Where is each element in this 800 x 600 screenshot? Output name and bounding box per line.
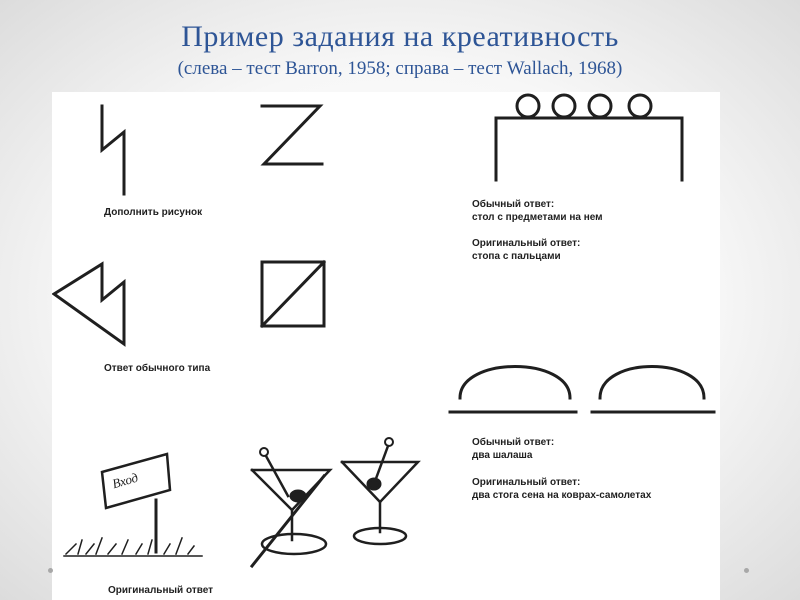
barron-task-label: Дополнить рисунок bbox=[104, 207, 203, 218]
figure-drawings bbox=[52, 92, 720, 600]
wallach-arc-left bbox=[460, 367, 570, 399]
barron-glass-left-base bbox=[262, 534, 326, 554]
slide-bullet-dot bbox=[48, 568, 53, 573]
wallach-table-original-title: Оригинальный ответ: bbox=[472, 238, 581, 249]
wallach-huts-usual-text: два шалаша bbox=[472, 450, 533, 461]
barron-sign-text: Вход bbox=[110, 469, 140, 492]
barron-glass-left-stick-top bbox=[260, 448, 268, 456]
wallach-table-original-text: стопа с пальцами bbox=[472, 251, 561, 262]
wallach-circle-1 bbox=[517, 95, 539, 117]
barron-usual-triangle bbox=[54, 264, 124, 344]
slide-bullet-dot bbox=[744, 568, 749, 573]
wallach-huts-original-text: два стога сена на коврах-самолетах bbox=[472, 490, 652, 501]
wallach-table-usual-text: стол с предметами на нем bbox=[472, 212, 603, 223]
barron-glass-left-stick bbox=[266, 456, 288, 496]
barron-glass-right-olive bbox=[368, 479, 380, 489]
barron-usual-label: Ответ обычного типа bbox=[104, 363, 211, 374]
barron-grass bbox=[64, 538, 202, 556]
wallach-arc-right bbox=[600, 367, 704, 399]
barron-glass-left-olive bbox=[291, 491, 305, 501]
barron-stimulus-z bbox=[262, 106, 322, 164]
barron-usual-square-diagonal bbox=[262, 262, 324, 326]
barron-original-label: Оригинальный ответ bbox=[108, 585, 214, 596]
wallach-table-usual-title: Обычный ответ: bbox=[472, 199, 555, 210]
barron-stimulus-zigzag bbox=[102, 106, 124, 194]
slide-title: Пример задания на креативность bbox=[181, 20, 619, 53]
wallach-table bbox=[496, 118, 682, 180]
wallach-circle-4 bbox=[629, 95, 651, 117]
wallach-huts-original-title: Оригинальный ответ: bbox=[472, 477, 581, 488]
wallach-huts-usual-title: Обычный ответ: bbox=[472, 437, 555, 448]
wallach-circle-2 bbox=[553, 95, 575, 117]
wallach-circle-3 bbox=[589, 95, 611, 117]
slide-subtitle: (слева – тест Barron, 1958; справа – тест Wallach, 1968) bbox=[177, 58, 623, 79]
barron-glass-right-stick-top bbox=[385, 438, 393, 446]
figure-panel bbox=[52, 92, 720, 600]
